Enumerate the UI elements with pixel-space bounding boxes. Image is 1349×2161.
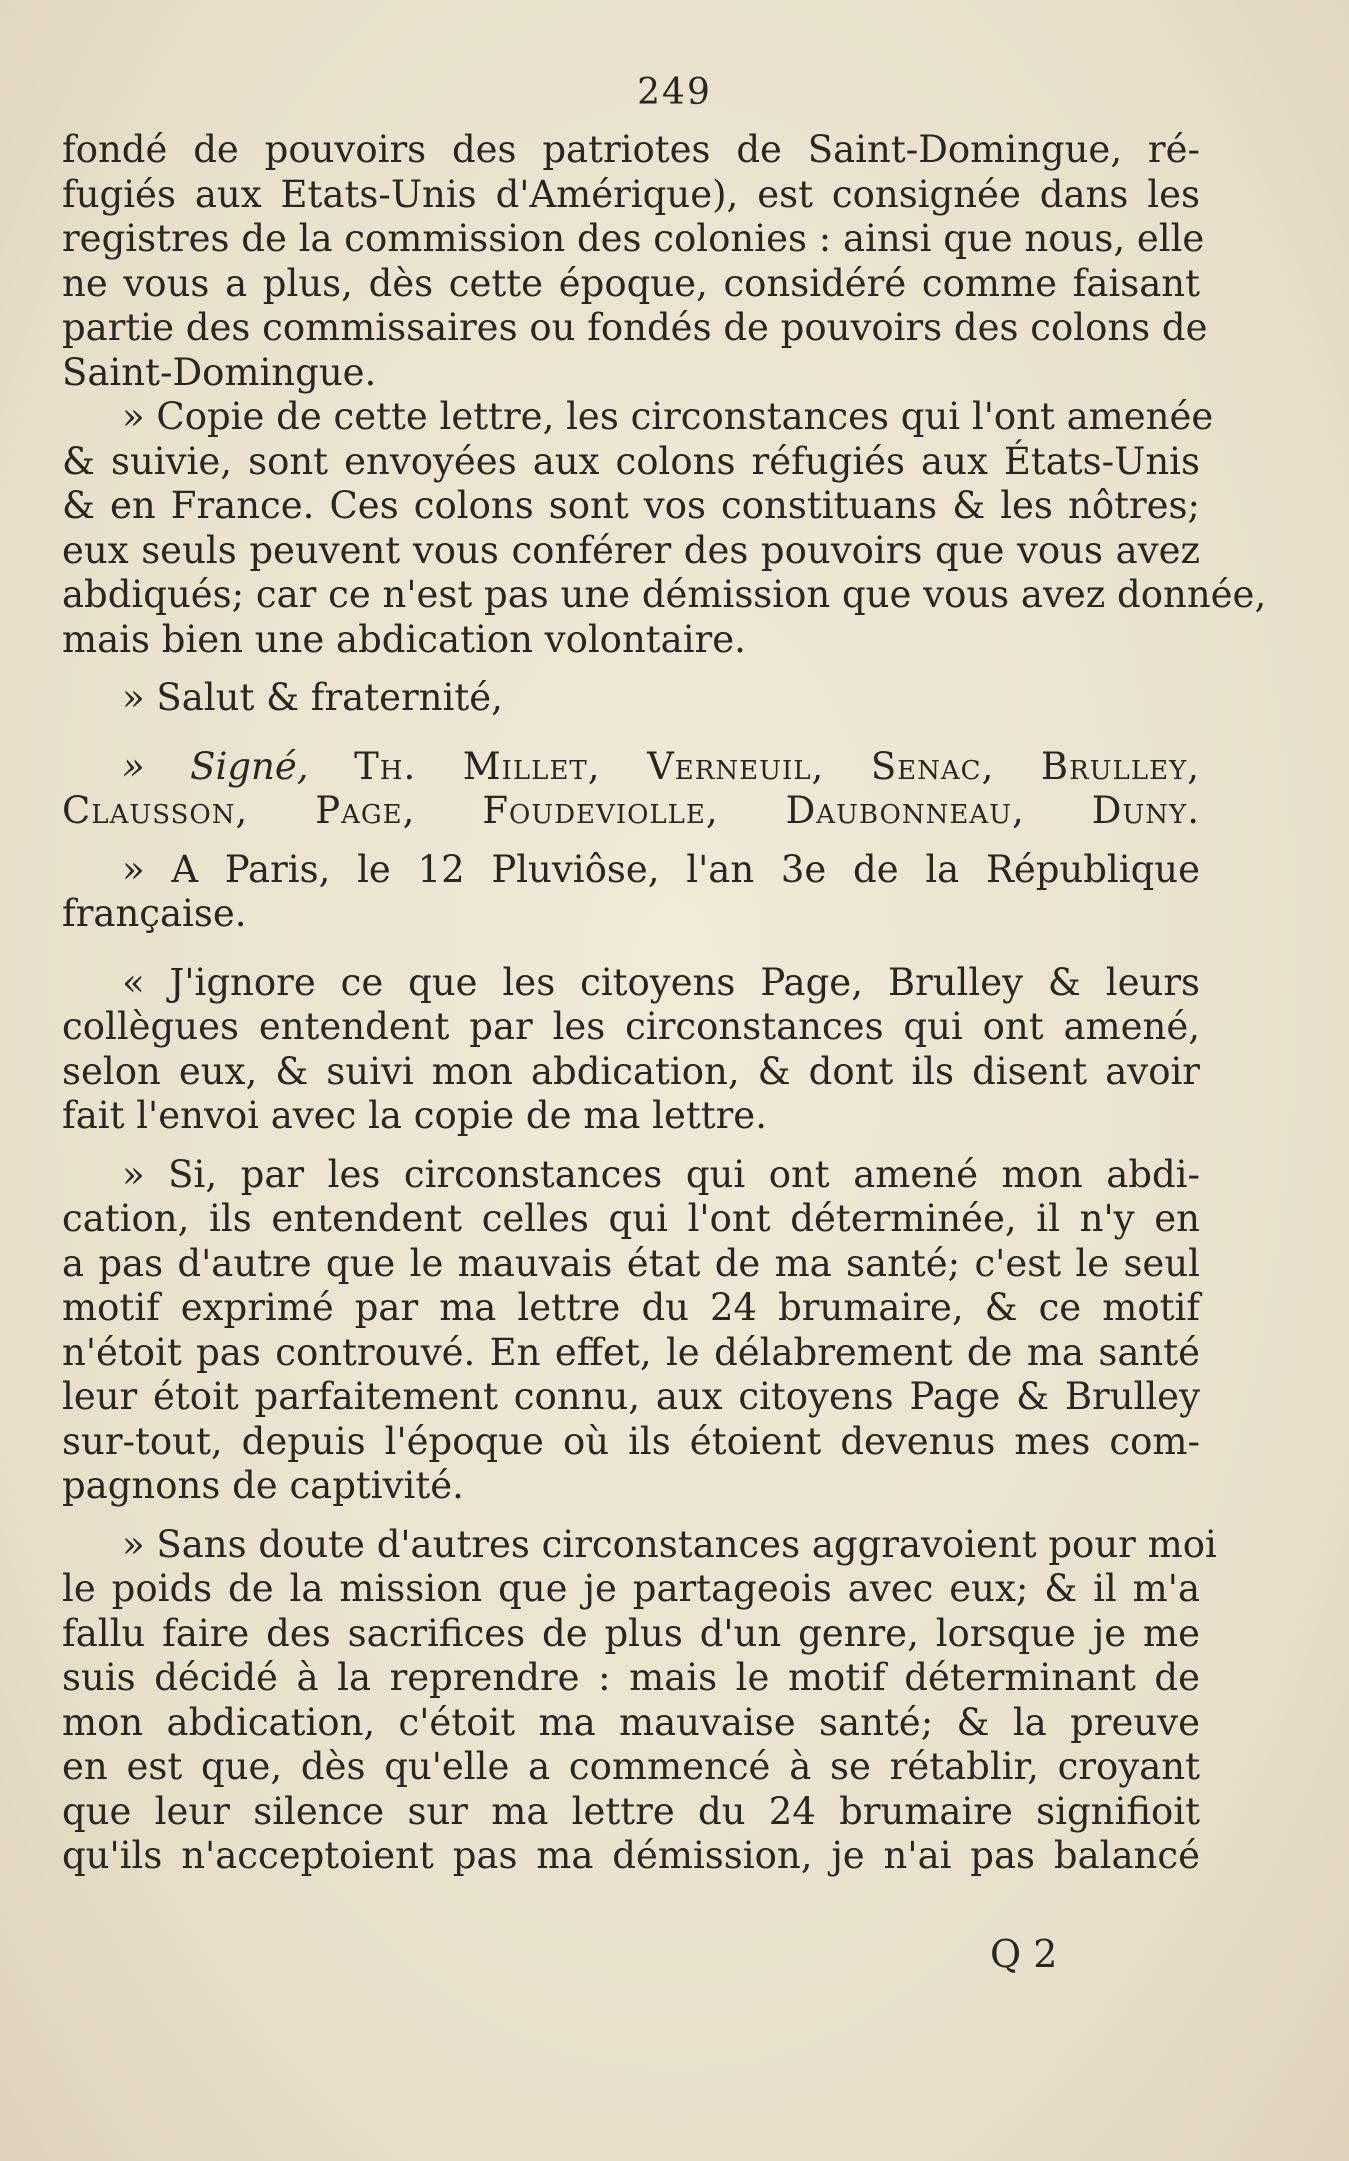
text-line: le poids de la mission que je partageois avec eux; & il m'a [62, 1567, 1200, 1610]
text-line: française. [62, 892, 247, 935]
text-line: eux seuls peuvent vous conférer des pouvoirs que vous avez [62, 528, 1200, 572]
text-line: a pas d'autre que le mauvais état de ma santé; c'est le seul [62, 1241, 1200, 1285]
text-line: fondé de pouvoirs des patriotes de Saint-Domingue, ré- [62, 128, 1200, 171]
text-line: » Salut & fraternité, [122, 676, 503, 719]
signe-label: » Signé, [122, 744, 309, 788]
text-line: selon eux, & suivi mon abdication, & dont ils disent avoir [62, 1049, 1200, 1093]
signatories [62, 745, 1200, 834]
paragraph-date [62, 848, 1200, 937]
text-line: cation, ils entendent celles qui l'ont déterminée, il n'y en [62, 1197, 1200, 1240]
text-line: suis décidé à la reprendre : mais le motif déterminant de [62, 1656, 1200, 1699]
text-line: partie des commissaires ou fondés de pouvoirs des colons de [62, 306, 1208, 349]
text-line: » A Paris, le 12 Pluviôse, l'an 3e de la République [122, 847, 1200, 891]
paragraph-3 [62, 961, 1200, 1139]
text-line: que leur silence sur ma lettre du 24 brumaire signifioit [62, 1789, 1200, 1833]
text-line: collègues entendent par les circonstances qui ont amené, [62, 1005, 1200, 1048]
text-line: » Si, par les circonstances qui ont amené mon abdi- [122, 1152, 1200, 1196]
paragraph-4 [62, 1153, 1200, 1509]
text-line: n'étoit pas controuvé. En effet, le délabrement de ma santé [62, 1330, 1200, 1374]
text-line: fait l'envoi avec la copie de ma lettre. [62, 1094, 767, 1137]
paragraph-2 [62, 395, 1267, 662]
signatory-names: Clausson, Page, Foudeviolle, Daubonneau, Duny. [62, 789, 1200, 832]
text-line: registres de la commission des colonies : ainsi que nous, elle [62, 217, 1205, 260]
paragraph-1 [62, 128, 1208, 395]
text-line: fugiés aux Etats-Unis d'Amérique), est consignée dans les [62, 172, 1200, 216]
text-line: » Copie de cette lettre, les circonstances qui l'ont amenée [122, 395, 1214, 438]
text-line: en est que, dès qu'elle a commencé à se rétablir, croyant [62, 1745, 1200, 1788]
text-line: » Sans doute d'autres circonstances aggravoient pour moi [122, 1522, 1217, 1566]
text-line: sur-tout, depuis l'époque où ils étoient devenus mes com- [62, 1419, 1200, 1463]
page-number: 249 [637, 72, 712, 113]
text-line: Saint-Domingue. [62, 350, 377, 394]
signature-mark: Q 2 [990, 1932, 1058, 1976]
text-line: mais bien une abdication volontaire. [62, 617, 746, 661]
text-line: fallu faire des sacrifices de plus d'un genre, lorsque je me [62, 1611, 1200, 1655]
text-line: mon abdication, c'étoit ma mauvaise santé; & la preuve [62, 1700, 1200, 1744]
text-line: & suivie, sont envoyées aux colons réfugiés aux États-Unis [62, 439, 1200, 483]
text-line: qu'ils n'acceptoient pas ma démission, je n'ai pas balancé [62, 1834, 1200, 1877]
paragraph-5 [62, 1522, 1217, 1879]
text-line: abdiqués; car ce n'est pas une démission que vous avez donnée, [62, 573, 1267, 616]
text-line: ne vous a plus, dès cette époque, considéré comme faisant [62, 261, 1200, 305]
text-line: « J'ignore ce que les citoyens Page, Brulley & leurs [122, 960, 1200, 1004]
text-line [62, 745, 1200, 790]
signatory-names: Th. Millet, Verneuil, Senac, Brulley, [354, 744, 1200, 788]
text-line: leur étoit parfaitement connu, aux citoyens Page & Brulley [62, 1375, 1200, 1418]
text-line: motif exprimé par ma lettre du 24 brumaire, & ce motif [62, 1286, 1200, 1329]
body-text [62, 128, 1267, 1879]
paragraph-salutation [62, 676, 1200, 721]
text-line: pagnons de captivité. [62, 1464, 464, 1507]
text-line: & en France. Ces colons sont vos constituans & les nôtres; [62, 484, 1200, 527]
